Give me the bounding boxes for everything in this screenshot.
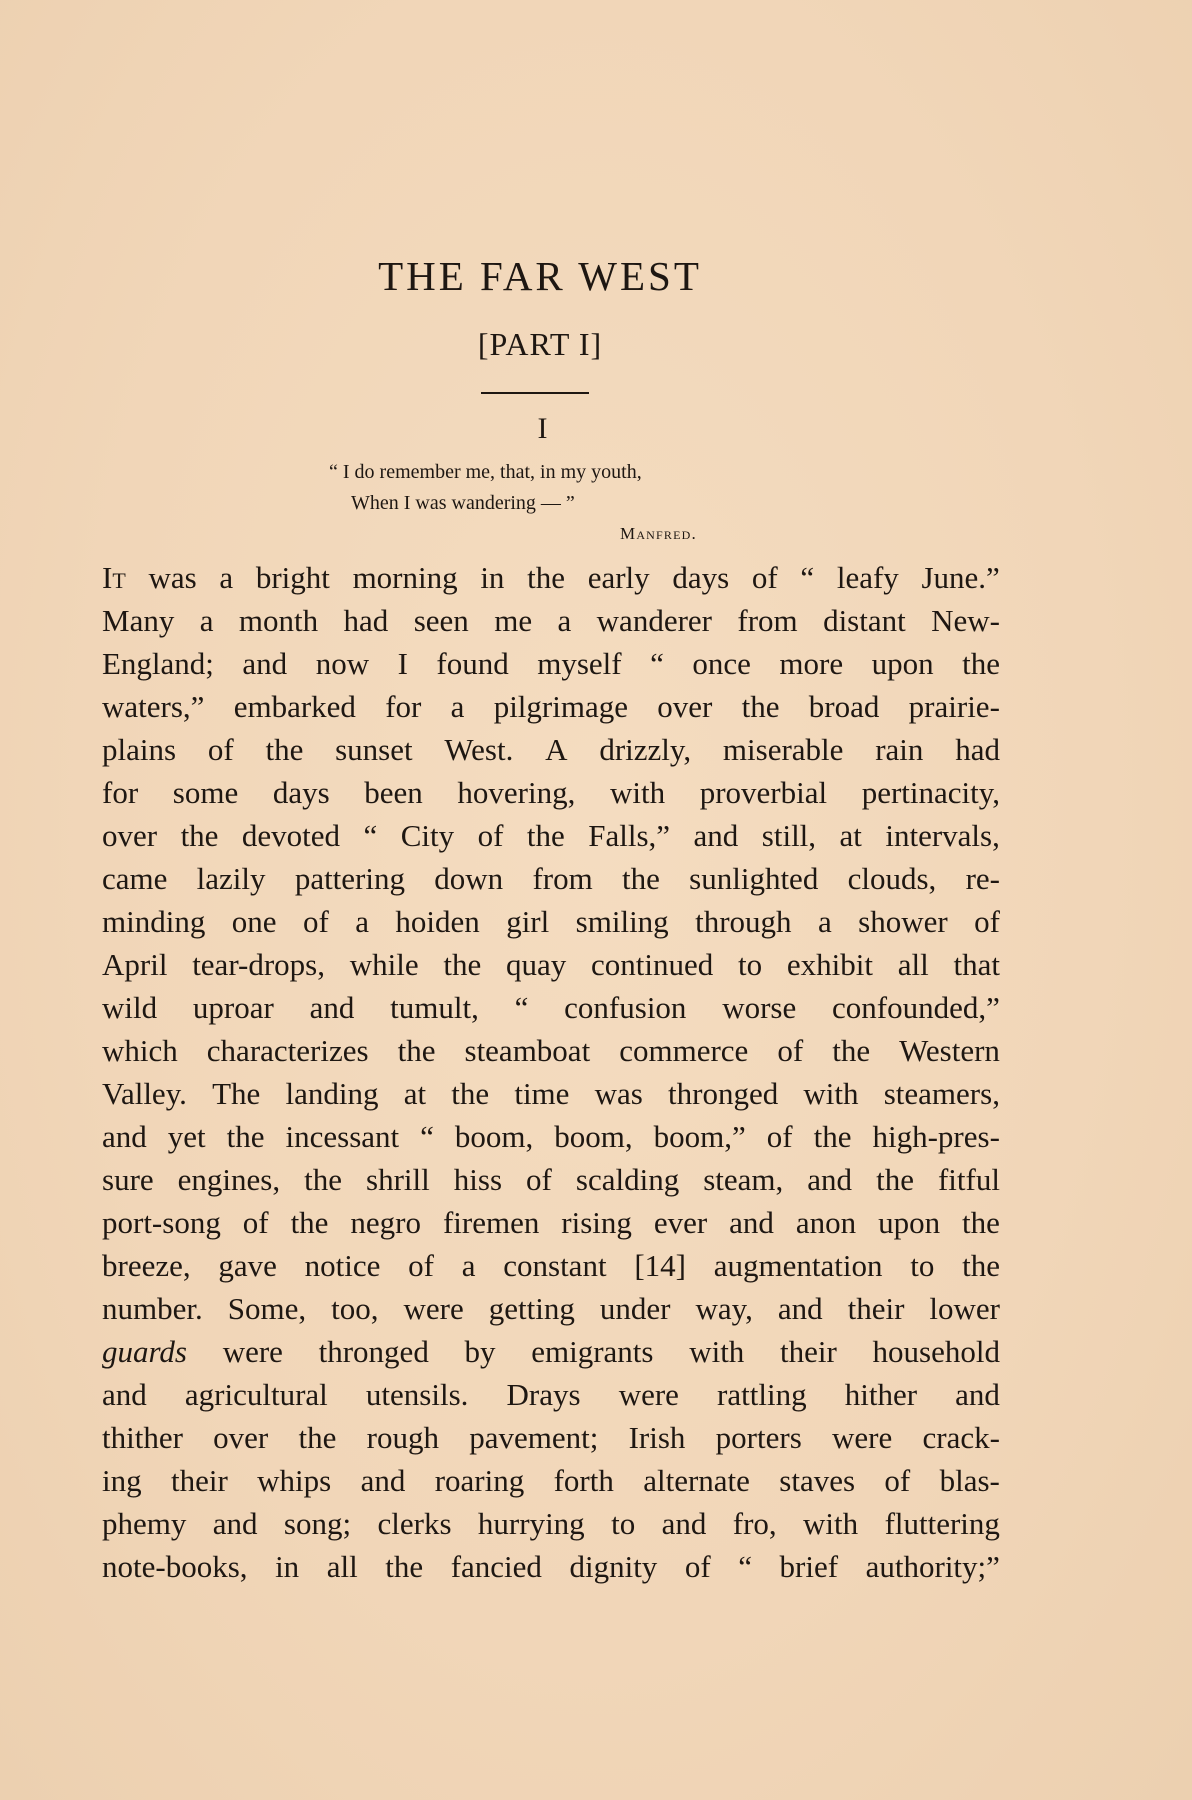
body-word: to <box>611 1506 636 1541</box>
body-word: minding <box>102 904 206 939</box>
body-word: the <box>526 818 565 853</box>
body-word: of <box>526 1162 552 1197</box>
body-word: the <box>962 1205 1000 1240</box>
body-word: had <box>955 732 1000 767</box>
body-word: whips <box>257 1463 332 1498</box>
body-word: June.” <box>921 560 1000 595</box>
body-line <box>102 857 1000 900</box>
body-word: the <box>304 1162 343 1197</box>
body-word: from <box>532 861 593 896</box>
body-word: the <box>622 861 660 896</box>
body-word: the <box>962 646 1000 681</box>
body-word: the <box>876 1162 914 1197</box>
body-word: firemen <box>442 1205 540 1240</box>
body-word: seen <box>413 603 469 638</box>
body-word: days <box>272 775 330 810</box>
body-word: from <box>737 603 798 638</box>
body-word: [14] <box>634 1248 686 1283</box>
body-line <box>102 1416 1000 1459</box>
body-word: number. <box>102 1291 203 1326</box>
body-word: and <box>102 1377 147 1412</box>
body-word: household <box>872 1334 1000 1369</box>
body-word: wanderer <box>596 603 712 638</box>
body-word: girl <box>506 904 550 939</box>
body-word: authority;” <box>865 1549 1000 1584</box>
body-word: upon <box>871 646 934 681</box>
body-word: still, <box>761 818 817 853</box>
body-word: quay <box>505 947 567 982</box>
body-word: augmentation <box>713 1248 883 1283</box>
body-word: smiling <box>575 904 669 939</box>
body-word: crack- <box>922 1420 1000 1455</box>
body-word: England; <box>102 646 214 681</box>
body-word: the <box>741 689 780 724</box>
body-word: West. <box>444 732 514 767</box>
body-word: waters,” <box>102 689 205 724</box>
body-word: tear-drops, <box>192 947 325 982</box>
body-word: phemy <box>102 1506 187 1541</box>
body-word: morning <box>352 560 458 595</box>
body-word: one <box>231 904 277 939</box>
body-word: upon <box>878 1205 941 1240</box>
body-word: hoiden <box>395 904 480 939</box>
body-word: while <box>349 947 419 982</box>
body-word: were <box>832 1420 893 1455</box>
body-word: confusion <box>564 990 687 1025</box>
body-word: and <box>777 1291 823 1326</box>
body-word: thronged <box>668 1076 779 1111</box>
body-word: boom, <box>454 1119 534 1154</box>
body-word: fitful <box>937 1162 1000 1197</box>
body-word: constant <box>503 1248 607 1283</box>
body-word: rough <box>366 1420 439 1455</box>
body-word: anon <box>795 1205 857 1240</box>
body-word: rising <box>561 1205 632 1240</box>
body-word: embarked <box>233 689 356 724</box>
body-word: breeze, <box>102 1248 191 1283</box>
body-line <box>102 771 1000 814</box>
body-word: characterizes <box>206 1033 369 1068</box>
body-word: the <box>265 732 304 767</box>
body-word: guards <box>102 1334 187 1369</box>
body-line <box>102 986 1000 1029</box>
chapter-title: THE FAR WEST <box>378 253 702 299</box>
body-word: of <box>777 1033 804 1068</box>
body-word: a <box>557 603 572 638</box>
body-word: came <box>102 861 168 896</box>
body-word: April <box>102 947 168 982</box>
body-word: of <box>884 1463 911 1498</box>
body-word: lazily <box>196 861 266 896</box>
body-word: wild <box>102 990 158 1025</box>
body-word: a <box>817 904 832 939</box>
body-line <box>102 1545 1000 1588</box>
body-word: engines, <box>177 1162 281 1197</box>
body-word: of <box>974 904 1000 939</box>
body-word: hiss <box>453 1162 503 1197</box>
body-word: their <box>170 1463 228 1498</box>
body-word: found <box>436 646 509 681</box>
body-word: the <box>451 1076 490 1111</box>
body-word: a <box>199 603 214 638</box>
body-line <box>102 642 1000 685</box>
body-word: and <box>360 1463 406 1498</box>
body-word: boom,” <box>653 1119 746 1154</box>
body-word: hither <box>844 1377 918 1412</box>
body-word: through <box>695 904 792 939</box>
body-word: and <box>729 1205 774 1240</box>
body-word: the <box>385 1549 424 1584</box>
body-word: It <box>102 560 126 595</box>
body-word: high-pres- <box>872 1119 1000 1154</box>
body-word: days <box>672 560 730 595</box>
body-word: lower <box>929 1291 1000 1326</box>
body-word: Irish <box>628 1420 686 1455</box>
body-word: “ <box>514 990 529 1025</box>
body-word: plains <box>102 732 177 767</box>
body-word: all <box>326 1549 358 1584</box>
body-word: “ <box>420 1119 434 1154</box>
body-line <box>102 1459 1000 1502</box>
body-word: that <box>953 947 1000 982</box>
body-word: shower <box>858 904 948 939</box>
body-word: at <box>403 1076 427 1111</box>
body-line <box>102 1287 1000 1330</box>
body-word: leafy <box>836 560 899 595</box>
body-word: some <box>172 775 239 810</box>
body-word: of <box>477 818 504 853</box>
body-word: of <box>751 560 778 595</box>
body-word: ing <box>102 1463 142 1498</box>
body-word: pertinacity, <box>861 775 1000 810</box>
body-word: fro, <box>732 1506 777 1541</box>
body-word: of <box>684 1549 711 1584</box>
body-word: landing <box>285 1076 379 1111</box>
body-word: were <box>403 1291 464 1326</box>
body-word: the <box>397 1033 436 1068</box>
body-word: to <box>738 947 763 982</box>
body-word: confounded,” <box>832 990 1000 1025</box>
body-word: of <box>242 1205 269 1240</box>
body-word: sunset <box>335 732 413 767</box>
body-word: and <box>212 1506 258 1541</box>
body-word: clerks <box>377 1506 452 1541</box>
body-word: for <box>102 775 139 810</box>
body-word: of <box>302 904 329 939</box>
body-word: steamboat <box>464 1033 591 1068</box>
body-line <box>102 1502 1000 1545</box>
body-word: hurrying <box>477 1506 585 1541</box>
body-word: of <box>408 1248 434 1283</box>
body-word: notice <box>304 1248 381 1283</box>
body-word: prairie- <box>908 689 1000 724</box>
body-word: myself <box>537 646 622 681</box>
body-line <box>102 1158 1000 1201</box>
body-word: pavement; <box>469 1420 599 1455</box>
section-number: I <box>537 412 548 445</box>
body-word: intervals, <box>885 818 1000 853</box>
body-word: and <box>309 990 355 1025</box>
body-word: which <box>102 1033 178 1068</box>
body-word: were <box>222 1334 283 1369</box>
body-line <box>102 1029 1000 1072</box>
body-word: broad <box>808 689 880 724</box>
body-word: with <box>803 1076 859 1111</box>
body-word: New- <box>931 603 1000 638</box>
epigraph-attribution: Manfred. <box>620 524 697 543</box>
body-word: continued <box>591 947 714 982</box>
body-line <box>102 599 1000 642</box>
body-word: blas- <box>939 1463 1000 1498</box>
body-word: uproar <box>192 990 274 1025</box>
body-word: of <box>207 732 234 767</box>
body-word: month <box>238 603 319 638</box>
body-word: time <box>514 1076 570 1111</box>
body-word: and <box>807 1162 853 1197</box>
body-word: negro <box>350 1205 421 1240</box>
part-label: [PART I] <box>477 326 603 362</box>
body-word: down <box>434 861 504 896</box>
body-word: A <box>545 732 568 767</box>
body-word: a <box>219 560 234 595</box>
body-word: commerce <box>619 1033 749 1068</box>
body-line <box>102 943 1000 986</box>
body-word: The <box>212 1076 261 1111</box>
body-word: of <box>766 1119 793 1154</box>
body-word: port-song <box>102 1205 221 1240</box>
body-word: a <box>450 689 465 724</box>
body-word: “ <box>738 1549 752 1584</box>
body-word: at <box>839 818 862 853</box>
body-paragraph <box>102 556 1000 1588</box>
body-word: proverbial <box>699 775 828 810</box>
body-word: steamers, <box>883 1076 1000 1111</box>
body-line <box>102 814 1000 857</box>
body-word: sunlighted <box>689 861 819 896</box>
body-word: once <box>692 646 751 681</box>
body-word: brief <box>779 1549 839 1584</box>
body-word: hovering, <box>457 775 576 810</box>
body-word: and <box>661 1506 707 1541</box>
body-word: the <box>290 1205 329 1240</box>
body-word: miserable <box>722 732 844 767</box>
body-word: were <box>618 1377 679 1412</box>
body-word: the <box>813 1119 852 1154</box>
body-word: the <box>226 1119 265 1154</box>
body-word: their <box>780 1334 837 1369</box>
body-word: Many <box>102 603 175 638</box>
body-word: tumult, <box>390 990 479 1025</box>
body-word: alternate <box>643 1463 750 1498</box>
body-line <box>102 556 1000 599</box>
body-word: rattling <box>717 1377 807 1412</box>
body-word: re- <box>965 861 1000 896</box>
body-line <box>102 1373 1000 1416</box>
body-word: fancied <box>450 1549 542 1584</box>
body-word: yet <box>167 1119 206 1154</box>
body-word: pattering <box>294 861 405 896</box>
body-word: the <box>527 560 565 595</box>
body-word: scalding <box>575 1162 680 1197</box>
body-word: under <box>599 1291 671 1326</box>
body-word: a <box>461 1248 476 1283</box>
body-word: emigrants <box>531 1334 654 1369</box>
body-word: Western <box>899 1033 1000 1068</box>
epigraph-line-1: “ I do remember me, that, in my youth, <box>329 461 642 483</box>
body-line <box>102 728 1000 771</box>
body-word: “ <box>800 560 815 595</box>
body-word: incessant <box>285 1119 400 1154</box>
body-word: over <box>657 689 713 724</box>
body-line <box>102 1244 1000 1287</box>
body-word: Falls,” <box>588 818 671 853</box>
body-word: devoted <box>241 818 341 853</box>
body-word: in <box>275 1549 300 1584</box>
body-word: I <box>397 646 408 681</box>
body-word: “ <box>363 818 378 853</box>
body-word: shrill <box>366 1162 430 1197</box>
body-word: boom, <box>554 1119 633 1154</box>
body-word: and <box>693 818 739 853</box>
body-word: staves <box>779 1463 856 1498</box>
body-word: with <box>689 1334 745 1369</box>
body-word: a <box>355 904 369 939</box>
body-word: exhibit <box>786 947 873 982</box>
title-rule <box>481 392 589 394</box>
body-word: me <box>494 603 533 638</box>
body-word: by <box>464 1334 496 1369</box>
body-word: “ <box>650 646 664 681</box>
body-word: the <box>180 818 219 853</box>
body-word: too, <box>331 1291 379 1326</box>
body-word: the <box>832 1033 871 1068</box>
body-word: the <box>298 1420 337 1455</box>
body-word: and <box>242 646 288 681</box>
body-word: bright <box>255 560 330 595</box>
body-word: thither <box>102 1420 183 1455</box>
body-word: getting <box>488 1291 575 1326</box>
body-word: drizzly, <box>599 732 692 767</box>
body-word: rain <box>875 732 924 767</box>
body-word: pilgrimage <box>493 689 628 724</box>
body-word: and <box>102 1119 147 1154</box>
epigraph-line-2: When I was wandering — ” <box>351 492 575 514</box>
body-word: been <box>364 775 423 810</box>
body-word: had <box>343 603 389 638</box>
body-word: in <box>480 560 505 595</box>
body-word: early <box>587 560 650 595</box>
body-word: was <box>594 1076 643 1111</box>
body-word: note-books, <box>102 1549 248 1584</box>
body-word: fluttering <box>884 1506 1000 1541</box>
body-word: to <box>910 1248 935 1283</box>
body-word: thronged <box>318 1334 429 1369</box>
body-line <box>102 685 1000 728</box>
body-word: their <box>847 1291 905 1326</box>
body-word: distant <box>823 603 906 638</box>
body-word: Valley. <box>102 1076 187 1111</box>
body-word: utensils. <box>365 1377 469 1412</box>
body-line <box>102 1115 1000 1158</box>
body-word: and <box>955 1377 1000 1412</box>
body-word: song; <box>283 1506 352 1541</box>
body-line <box>102 900 1000 943</box>
body-word: agricultural <box>184 1377 328 1412</box>
body-word: over <box>213 1420 269 1455</box>
body-word: for <box>385 689 422 724</box>
body-word: ever <box>653 1205 708 1240</box>
body-word: steam, <box>703 1162 784 1197</box>
body-word: all <box>897 947 929 982</box>
body-word: porters <box>715 1420 802 1455</box>
body-word: with <box>803 1506 859 1541</box>
body-word: Some, <box>227 1291 307 1326</box>
body-word: City <box>400 818 455 853</box>
body-word: now <box>315 646 370 681</box>
body-word: sure <box>102 1162 154 1197</box>
body-word: dignity <box>569 1549 658 1584</box>
body-word: forth <box>553 1463 614 1498</box>
body-word: worse <box>722 990 797 1025</box>
body-word: roaring <box>434 1463 525 1498</box>
body-word: gave <box>218 1248 277 1283</box>
body-line <box>102 1201 1000 1244</box>
body-word: the <box>443 947 482 982</box>
body-line <box>102 1330 1000 1373</box>
body-word: way, <box>695 1291 753 1326</box>
body-word: over <box>102 818 158 853</box>
body-word: with <box>609 775 666 810</box>
body-word: was <box>148 560 197 595</box>
body-word: Drays <box>506 1377 581 1412</box>
body-word: clouds, <box>847 861 937 896</box>
body-line <box>102 1072 1000 1115</box>
body-word: the <box>962 1248 1000 1283</box>
body-word: more <box>779 646 844 681</box>
